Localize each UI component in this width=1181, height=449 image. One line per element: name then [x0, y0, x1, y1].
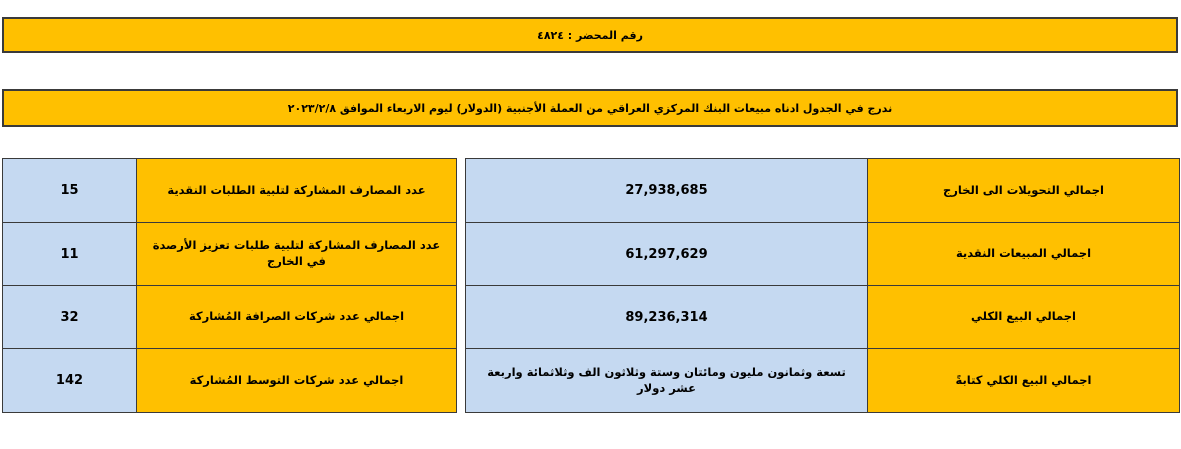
participants-label: اجمالي عدد شركات التوسط المُشاركة [137, 349, 457, 413]
sales-value-in-words: تسعة وثمانون مليون ومائتان وستة وثلاثون الف وثلاثمائة واربعة عشر دولار [466, 349, 868, 413]
sales-label: اجمالي البيع الكلي [868, 286, 1180, 349]
sales-value: 27,938,685 [466, 159, 868, 223]
table-row [3, 223, 457, 286]
participants-table [2, 158, 457, 413]
participants-label: عدد المصارف المشاركة لتلبية الطلبات النقدية [137, 159, 457, 223]
minutes-number-text: رقم المحضر : ٤٨٢٤ [537, 28, 643, 42]
sales-label: اجمالي البيع الكلي كتابةً [868, 349, 1180, 413]
participants-label: اجمالي عدد شركات الصرافة المُشاركة [137, 286, 457, 349]
sales-value: 61,297,629 [466, 223, 868, 286]
sales-value: 89,236,314 [466, 286, 868, 349]
table-row [3, 286, 457, 349]
intro-bar [2, 89, 1178, 127]
table-row [3, 349, 457, 413]
participants-value: 32 [3, 286, 137, 349]
participants-value: 15 [3, 159, 137, 223]
participants-value: 142 [3, 349, 137, 413]
sales-totals-table [465, 158, 1180, 413]
table-row [466, 159, 1180, 223]
sales-label: اجمالي التحويلات الى الخارج [868, 159, 1180, 223]
table-row [3, 159, 457, 223]
minutes-number-bar [2, 17, 1178, 53]
participants-label: عدد المصارف المشاركة لتلبية طلبات تعزيز الأرصدة في الخارج [137, 223, 457, 286]
table-row [466, 223, 1180, 286]
table-row [466, 286, 1180, 349]
participants-value: 11 [3, 223, 137, 286]
intro-text: ندرج في الجدول ادناه مبيعات البنك المركزي العراقي من العملة الأجنبية (الدولار) ليوم الاربعاء الموافق ٢٠٢٣/٢/٨ [287, 101, 893, 115]
sales-label: اجمالي المبيعات النقدية [868, 223, 1180, 286]
table-row [466, 349, 1180, 413]
